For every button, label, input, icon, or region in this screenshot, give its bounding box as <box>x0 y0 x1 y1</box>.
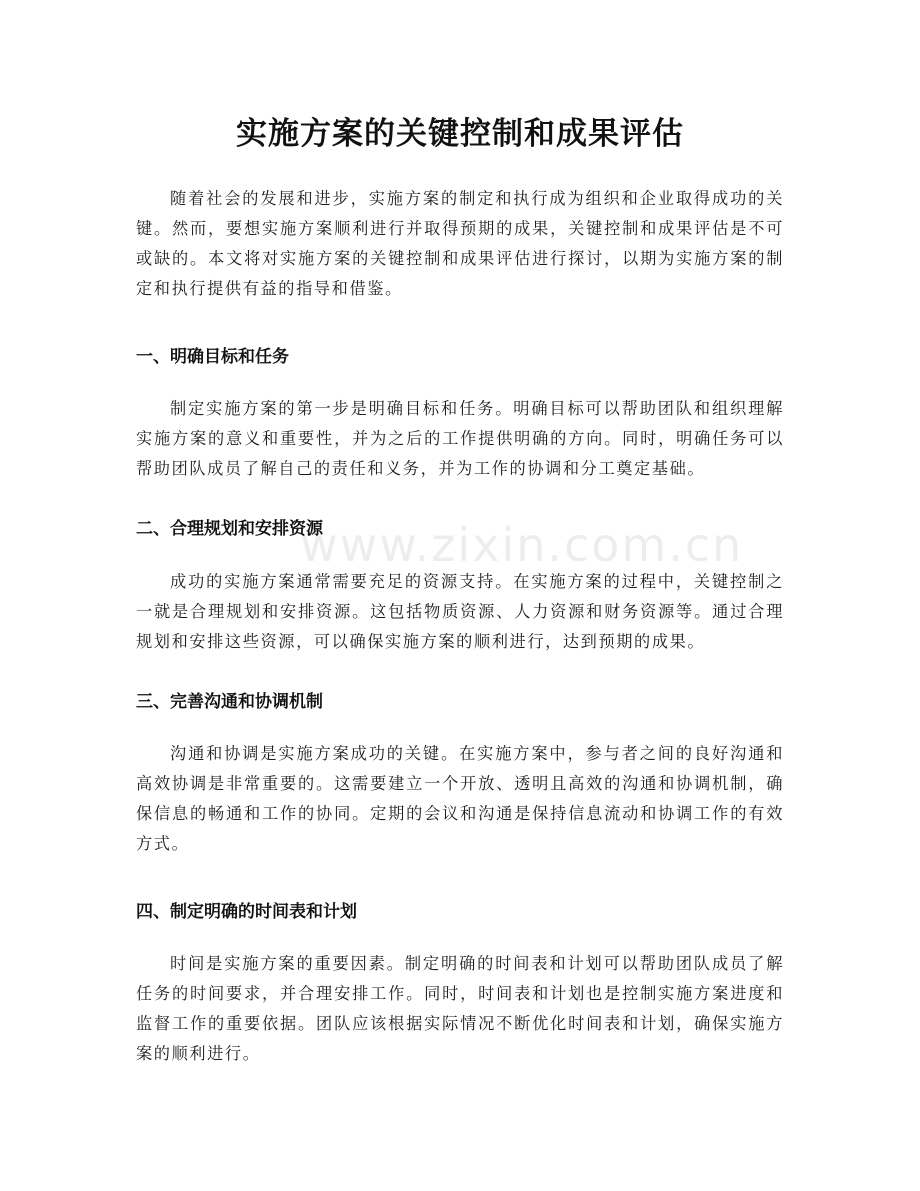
section-body-4: 时间是实施方案的重要因素。制定明确的时间表和计划可以帮助团队成员了解任务的时间要求，并合理安排工作。同时，时间表和计划也是控制实施方案进度和监督工作的重要依据。团队应该根据实际情况不断优化时间表和计划，确保实施方案的顺利进行。 <box>136 954 784 1063</box>
section-heading-4: 四、制定明确的时间表和计划 <box>136 902 357 922</box>
document-title: 实施方案的关键控制和成果评估 <box>236 116 684 152</box>
section-heading-3: 三、完善沟通和协调机制 <box>136 692 323 712</box>
section-body-1: 制定实施方案的第一步是明确目标和任务。明确目标可以帮助团队和组织理解实施方案的意义和重要性，并为之后的工作提供明确的方向。同时，明确任务可以帮助团队成员了解自己的责任和义务，并为工作的协调和分工奠定基础。 <box>136 399 784 478</box>
section-body-3: 沟通和协调是实施方案成功的关键。在实施方案中，参与者之间的良好沟通和高效协调是非常重要的。这需要建立一个开放、透明且高效的沟通和协调机制，确保信息的畅通和工作的协同。定期的会议和沟通是保持信息流动和协调工作的有效方式。 <box>136 744 784 853</box>
section-heading-2: 二、合理规划和安排资源 <box>136 519 323 539</box>
section-heading-1: 一、明确目标和任务 <box>136 347 289 367</box>
watermark: www.zixin.com.cn <box>300 518 744 572</box>
intro-paragraph: 随着社会的发展和进步，实施方案的制定和执行成为组织和企业取得成功的关键。然而，要想实施方案顺利进行并取得预期的成果，关键控制和成果评估是不可或缺的。本文将对实施方案的关键控制和成果评估进行探讨，以期为实施方案的制定和执行提供有益的指导和借鉴。 <box>136 189 784 298</box>
section-body-2: 成功的实施方案通常需要充足的资源支持。在实施方案的过程中，关键控制之一就是合理规划和安排资源。这包括物质资源、人力资源和财务资源等。通过合理规划和安排这些资源，可以确保实施方案的顺利进行，达到预期的成果。 <box>136 572 784 651</box>
